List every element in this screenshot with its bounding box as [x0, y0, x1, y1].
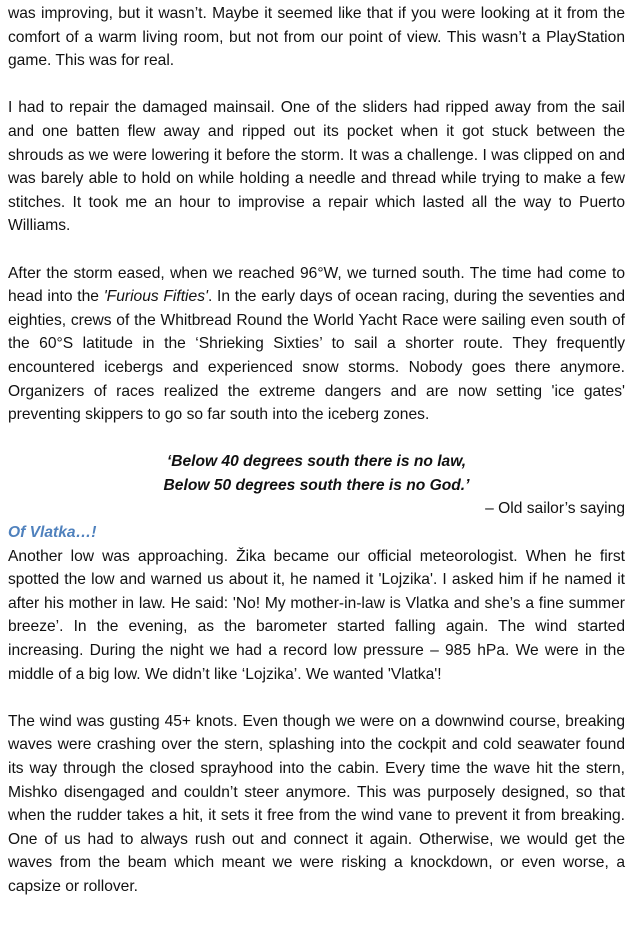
paragraph-spacer — [8, 427, 625, 451]
section-heading: Of Vlatka…! — [8, 524, 97, 542]
paragraph-wind-gusting: The wind was gusting 45+ knots. Even though we were on a downwind course, breaking waves were crashing over the stern, splashing into the cockpit and cold seawater found its way through the closed sprayhood into the cabin. Every time the wave hit the stern, Mishko disengaged and couldn’t steer anymore. This was purposely designed, so that when the rudder takes a hit, it sets it free from the wind vane to prevent it from breaking. One of us had to always rush out and connect it again. Otherwise, we would get the waves from the beam which meant we were risking a knockdown, or even worse, a capsize or rollover. — [8, 712, 625, 895]
paragraph-furious-fifties — [8, 262, 625, 427]
quote-line-1: ‘Below 40 degrees south there is no law, — [166, 453, 467, 471]
paragraph-spacer — [8, 686, 625, 710]
paragraph-spacer — [8, 73, 625, 97]
quote-attribution: – Old sailor’s saying — [485, 500, 625, 518]
paragraph-text: After the storm eased, when we reached 96°W, we turned south. The time had come to head into the — [8, 264, 625, 306]
paragraph-spacer — [8, 238, 625, 262]
paragraph-text: . In the early days of ocean racing, during the seventies and eighties, crews of the Whitbread Round the World Yacht Race were sailing even south of the 60°S latitude in the ‘Shrieking Sixties’ to sail a shorter route. They frequently encountered icebergs and experienced snow storms. Nobody goes there anymore. Organizers of races realized the extreme dangers and are now setting 'ice gates' preventing skippers to go so far south into the iceberg zones. — [8, 288, 625, 424]
paragraph-mainsail-repair: I had to repair the damaged mainsail. One of the sliders had ripped away from the sail and one batten flew away and ripped out its pocket when it got stuck between the shrouds as we were lowering it before the storm. It was a challenge. I was clipped on and was barely able to hold on while holding a needle and thread while trying to make a few stitches. It took me an hour to improvise a repair which lasted all the way to Puerto Williams. — [8, 99, 625, 235]
paragraph-lojzika: Another low was approaching. Žika became our official meteorologist. When he first spotted the low and warned us about it, he named it 'Lojzika'. I asked him if he named it after his mother in law. He said: 'No! My mother-in-law is Vlatka and she’s a fine summer breeze’. In the evening, as the barometer started falling again. The wind started increasing. During the night we had a record low pressure – 985 hPa. We were in the middle of a big low. We didn’t like ‘Lojzika’. We wanted 'Vlatka'! — [8, 547, 625, 683]
paragraph-playstation: was improving, but it wasn’t. Maybe it seemed like that if you were looking at it from the comfort of a warm living room, but not from our point of view. This wasn’t a PlayStation game. This was for real. — [8, 5, 625, 70]
document-page — [8, 2, 625, 899]
furious-fifties-italic: 'Furious Fifties' — [103, 288, 208, 306]
quote-line-2: Below 50 degrees south there is no God.’ — [163, 476, 470, 494]
